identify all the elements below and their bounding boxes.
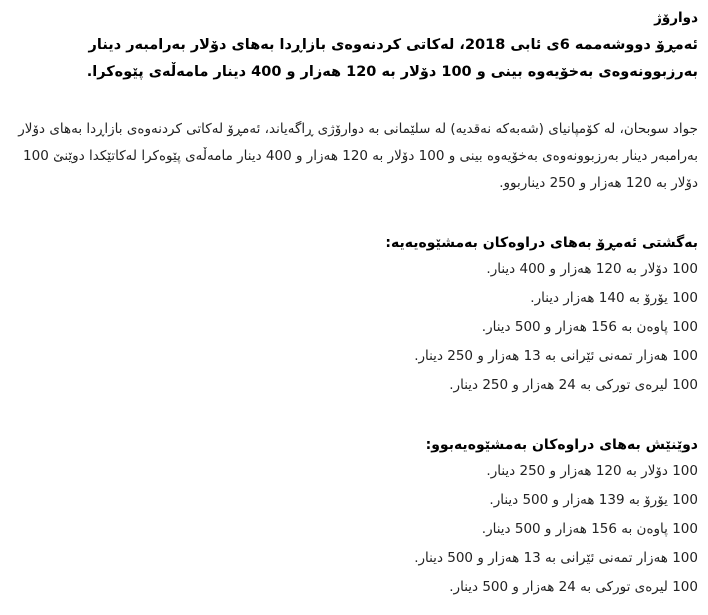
article-lead: ئەمڕۆ دووشەممە 6ی ئابی 2018، لەکاتی کردنەوەی بازاڕدا بەهای دۆلار بەرامبەر دینار بەرزبوونەوەی بەخۆیەوە بینی و 100 دۆلار بە 120 هەزار و 400 دینار مامەڵەی پێوەکرا. [86,37,698,80]
list-item: 100 یۆرۆ بە 139 هەزار و 500 دینار. [489,492,698,508]
yesterday-rates-heading: دوێنێش بەهای دراوەکان بەمشێوەیەبوو: [425,437,698,453]
list-item: 100 پاوەن بە 156 هەزار و 500 دینار. [481,521,698,537]
list-item: 100 لیرەی تورکی بە 24 هەزار و 250 دینار. [449,377,698,393]
list-item: 100 یۆرۆ بە 140 هەزار دینار. [530,290,698,306]
list-item: 100 دۆلار بە 120 هەزار و 250 دینار. [486,463,698,479]
article-body: جواد سوبحان، لە کۆمپانیای (شەبەکە نەقدیە) لە سلێمانی بە دوارۆژی ڕاگەیاند، ئەمڕۆ لەکاتی کردنەوەی بازاڕدا بەهای دۆلار بەرامبەر دینار بەرزبوونەوەی بەخۆیەوە بینی و 100 دۆلار بە 120 هەزار و 400 دینار مامەڵەی پێوەکرا لەکاتێکدا دوێنێ 100 دۆلار بە 120 هەزار و 250 دیناربوو. [18,121,698,191]
list-item: 100 پاوەن بە 156 هەزار و 500 دینار. [481,319,698,335]
source-tag: دوارۆژ [654,10,698,26]
list-item: 100 لیرەی تورکی بە 24 هەزار و 500 دینار. [449,579,698,595]
today-rates-list [12,255,698,400]
list-item: 100 هەزار تمەنی ئێرانی بە 13 هەزار و 500 دینار. [414,550,698,566]
yesterday-rates-list [12,457,698,602]
list-item: 100 هەزار تمەنی ئێرانی بە 13 هەزار و 250 دینار. [414,348,698,364]
today-rates-heading: بەگشتی ئەمڕۆ بەهای دراوەکان بەمشێوەیەیە: [385,235,698,251]
list-item: 100 دۆلار بە 120 هەزار و 400 دینار. [486,261,698,277]
